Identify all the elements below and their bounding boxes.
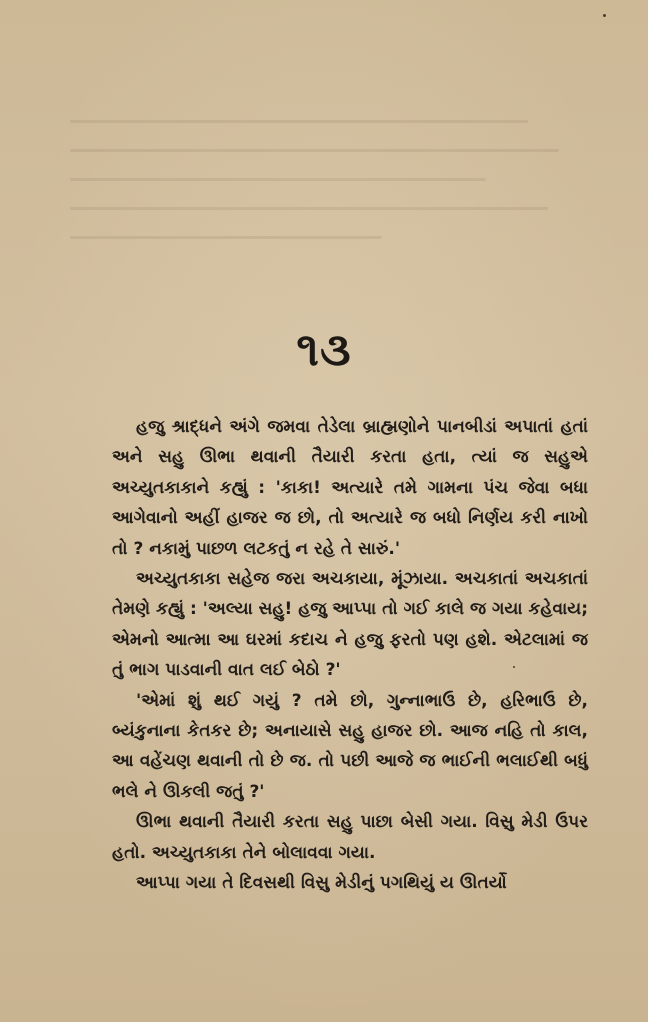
paragraph: 'એમાં શું થઈ ગયું ? તમે છો, ગુન્નાભાઉ છે, હરિભાઉ છે, બ્યંકુનાના કેતકર છે; અનાયાસે સહુ હાજર છો. આજ નહિ તો કાલ, આ વહેંચણ થવાની તો છે જ. તો પછી આજે જ ભાઈની ભલાઈથી બધું ભલે ને ઊકલી જતું ?' [112, 690, 588, 802]
paragraph: ઊભા થવાની તૈયારી કરતા સહુ પાછા બેસી ગયા. વિસુ મેડી ઉપર હતો. અચ્યુતકાકા તેને બોલાવવા ગયા. [112, 812, 588, 863]
show-through-text [70, 120, 590, 270]
chapter-number: ૧૩ [296, 322, 352, 376]
chapter-body [112, 412, 588, 899]
paper-speck [603, 14, 606, 17]
paragraph: આપ્પા ગયા તે દિવસથી વિસુ મેડીનું પગથિયું ય ઊતર્યો [136, 873, 507, 894]
paragraph: અચ્યુતકાકા સહેજ જરા અચકાયા, મૂંઝાયા. અચકાતાં અચકાતાં તેમણે કહ્યું : 'અલ્યા સહુ! હજુ આપ્પા તો ગઈ કાલે જ ગયા કહેવાય; એમનો આત્મા આ ઘરમાં કદાચ ને હજુ ફરતો પણ હશે. એટલામાં જ તું ભાગ પાડવાની વાત લઈ બેઠો ?' [112, 569, 588, 681]
paragraph: હજુ શ્રાદ્ધને અંગે જમવા તેડેલા બ્રાહ્મણોને પાનબીડાં અપાતાં હતાં અને સહુ ઊભા થવાની તૈયારી કરતા હતા, ત્યાં જ સહુએ અચ્યુતકાકાને કહ્યું : 'કાકા! અત્યારે તમે ગામના પંચ જેવા બધા આગેવાનો અહીં હાજર જ છો, તો અત્યારે જ બધો નિર્ણય કરી નાખો તો ? નકામું પાછળ લટકતું ન રહે તે સારું.' [112, 417, 588, 559]
